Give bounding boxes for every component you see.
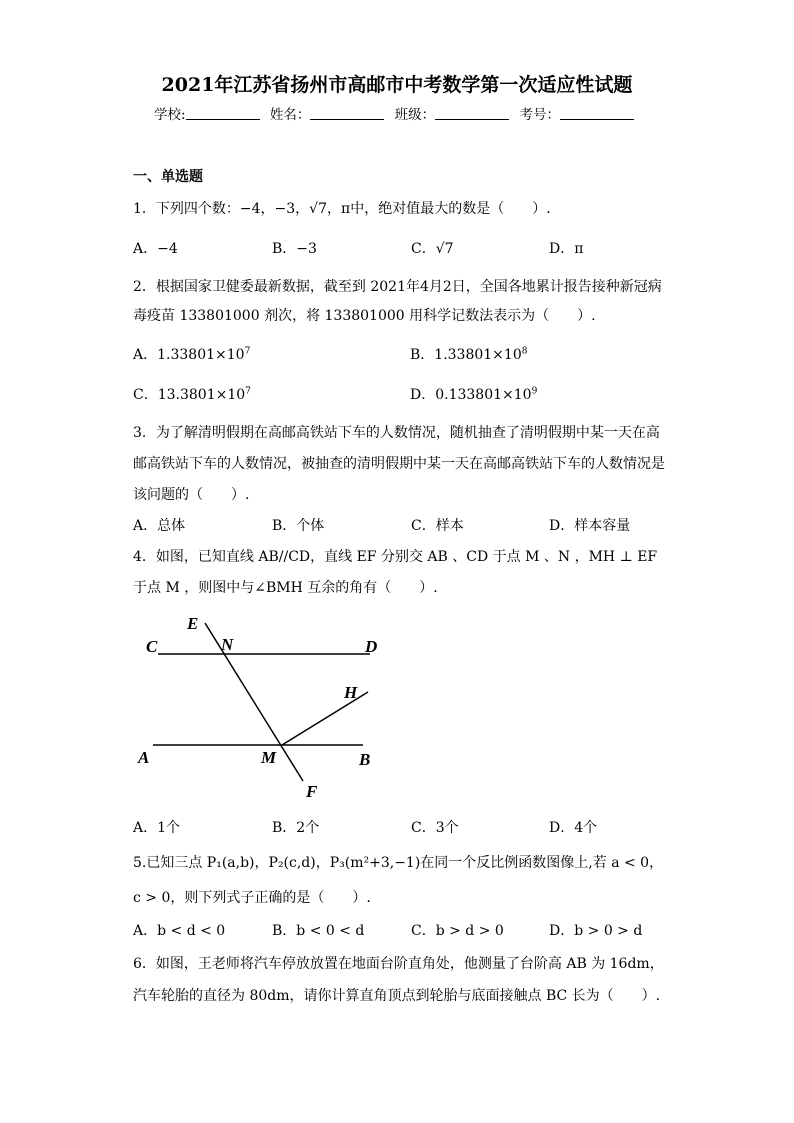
question-3-line-3: 该问题的（ ）.	[133, 487, 250, 503]
q1-option-d: D．π	[549, 241, 584, 257]
question-6-line-1: 6．如图，王老师将汽车停放放置在地面台阶直角处，他测量了台阶高 AB 为 16dm，	[133, 956, 664, 972]
question-2-line-2: 毒疫苗 133801000 剂次，将 133801000 用科学记数法表示为（ ）.	[133, 308, 596, 324]
q5-option-a: A．b < d < 0	[133, 923, 226, 939]
number-label: 考号：	[519, 107, 560, 123]
label-b: B	[359, 750, 371, 769]
label-d: D	[365, 637, 378, 656]
q5-option-c: C．b > d > 0	[411, 923, 504, 939]
page-title: 2021年江苏省扬州市高邮市中考数学第一次适应性试题	[161, 74, 633, 96]
question-5-line-1: 5.已知三点 P₁(a,b)，P₂(c,d)，P₃(m²+3,−1)在同一个反比例函数图像上,若 a < 0，	[133, 855, 664, 871]
school-label: 学校:	[154, 107, 186, 123]
question-3-line-1: 3．为了解清明假期在高邮高铁站下车的人数情况，随机抽查了清明假期中某一天在高	[133, 425, 660, 441]
line-ef	[205, 623, 303, 781]
q2-option-b: B．$1.33801\times 10^8$	[410, 346, 528, 363]
q3-option-d: D．样本容量	[549, 518, 631, 534]
label-h: H	[344, 683, 358, 702]
q1-option-a: A．−4	[133, 241, 178, 257]
question-1-text: 1．下列四个数：−4，−3，√7，π中，绝对值最大的数是（ ）.	[133, 201, 551, 217]
q5-option-b: B．b < 0 < d	[272, 923, 365, 939]
question-5-line-2: c > 0，则下列式子正确的是（ ）.	[133, 890, 371, 906]
question-4-line-2: 于点 M ，则图中与∠BMH 互余的角有（ ）.	[133, 580, 438, 596]
q4-option-d: D．4个	[549, 820, 598, 836]
q2-option-a: A．$1.33801\times 10^7$	[133, 346, 251, 363]
number-blank[interactable]	[560, 107, 634, 120]
name-blank[interactable]	[310, 107, 384, 120]
q3-option-a: A．总体	[133, 518, 186, 534]
label-f: F	[306, 782, 318, 801]
q1-option-b: B．−3	[272, 241, 317, 257]
student-info-line	[0, 103, 794, 123]
section-heading: 一、单选题	[133, 169, 203, 185]
label-n: N	[221, 635, 234, 654]
label-e: E	[187, 614, 199, 633]
q4-option-a: A．1个	[133, 820, 181, 836]
label-c: C	[146, 637, 158, 656]
question-4-line-1: 4．如图，已知直线 AB//CD，直线 EF 分别交 AB 、CD 于点 M 、N ，MH ⊥ EF	[133, 549, 658, 565]
q4-option-c: C．3个	[411, 820, 459, 836]
question-6-line-2: 汽车轮胎的直径为 80dm，请你计算直角顶点到轮胎与底面接触点 BC 长为（ ）.	[133, 988, 661, 1004]
q2-option-d: D．$0.133801\times 10^9$	[410, 386, 538, 403]
q3-option-c: C．样本	[411, 518, 464, 534]
question-3-line-2: 邮高铁站下车的人数情况，被抽查的清明假期中某一天在高邮高铁站下车的人数情况是	[133, 456, 665, 472]
q2-option-c: C．$13.3801\times 10^7$	[133, 386, 251, 403]
name-label: 姓名：	[269, 107, 311, 123]
label-m: M	[261, 748, 277, 767]
class-label: 班级：	[394, 107, 436, 123]
q1-option-c: C．√7	[411, 241, 454, 257]
q4-geometry-figure	[130, 608, 390, 808]
q3-option-b: B．个体	[272, 518, 325, 534]
class-blank[interactable]	[435, 107, 509, 120]
school-blank[interactable]	[186, 107, 260, 120]
q4-option-b: B．2个	[272, 820, 320, 836]
question-2-line-1: 2．根据国家卫健委最新数据，截至到 2021年4月2日，全国各地累计报告接种新冠病	[133, 279, 662, 295]
label-a: A	[138, 748, 150, 767]
q5-option-d: D．b > 0 > d	[549, 923, 643, 939]
